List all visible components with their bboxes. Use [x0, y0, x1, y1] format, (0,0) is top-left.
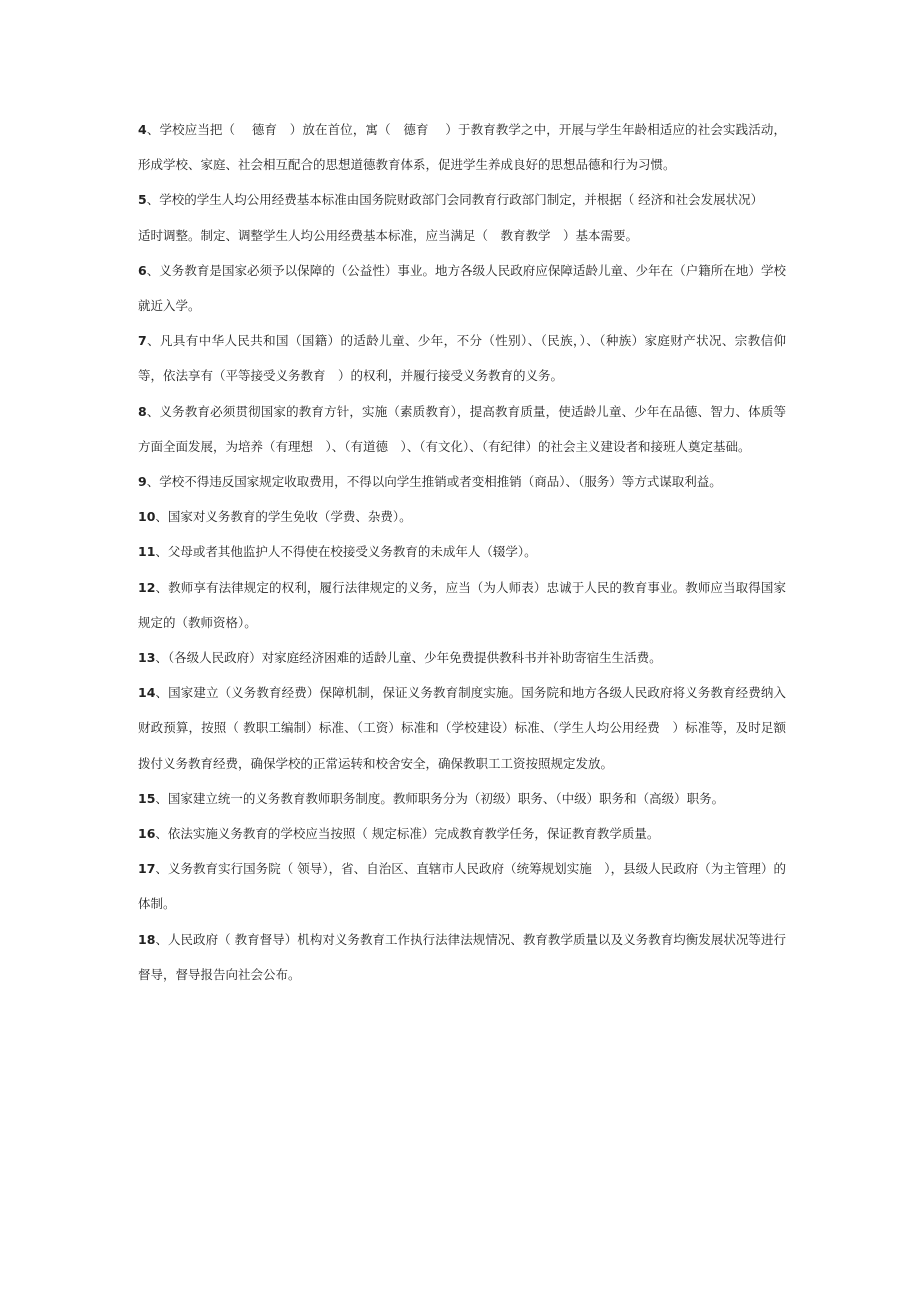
- item-text: 、义务教育实行国务院（ 领导），省、自治区、直辖市人民政府（统筹规划实施 ），县级人民政府（为主管理）的体制。: [138, 861, 786, 912]
- item-text: 适时调整。制定、调整学生人均公用经费基本标准，应当满足（ 教育教学 ）基本需要。: [138, 227, 639, 243]
- item-text: 、国家对义务教育的学生免收（学费、杂费）。: [155, 509, 412, 525]
- item-number: 5: [138, 192, 147, 208]
- item-number: 10: [138, 509, 156, 525]
- paragraph-14: [138, 675, 786, 781]
- item-text: 、（各级人民政府）对家庭经济困难的适龄儿童、少年免费提供教科书并补助寄宿生生活费。: [155, 650, 662, 666]
- paragraph-8: [138, 394, 786, 464]
- item-number: 4: [138, 122, 147, 137]
- item-number: 8: [138, 403, 147, 419]
- paragraph-10: [138, 499, 786, 534]
- item-text: 、人民政府（ 教育督导）机构对义务教育工作执行法律法规情况、教育教学质量以及义务教育均衡发展状况等进行督导，督导报告向社会公布。: [138, 931, 786, 982]
- item-number: 12: [138, 579, 156, 595]
- item-text: 、父母或者其他监护人不得使在校接受义务教育的未成年人（辍学）。: [155, 544, 537, 560]
- item-text: 、教师享有法律规定的权利，履行法律规定的义务，应当（为人师表）忠诚于人民的教育事业。教师应当取得国家规定的（教师资格）。: [138, 579, 786, 630]
- item-number: 14: [138, 685, 156, 701]
- paragraph-9: [138, 464, 786, 499]
- item-number: 17: [138, 861, 156, 877]
- paragraph-15: [138, 781, 786, 816]
- paragraph-5-continued: [138, 218, 786, 253]
- item-number: 6: [138, 262, 147, 278]
- paragraph-11: [138, 534, 786, 569]
- paragraph-7: [138, 323, 786, 393]
- item-text: 、依法实施义务教育的学校应当按照（ 规定标准）完成教育教学任务，保证教育教学质量。: [155, 826, 660, 842]
- item-text: 、国家建立（义务教育经费）保障机制，保证义务教育制度实施。国务院和地方各级人民政府将义务教育经费纳入财政预算，按照（ 教职工编制）标准、（工资）标准和（学校建设）标准、（学生人均公用经费 ）标准等，及时足额拨付义务教育经费，确保学校的正常运转和校舍安全，确保教职工工资按照规定发放。: [138, 685, 786, 771]
- item-text: 、义务教育是国家必须予以保障的（公益性）事业。地方各级人民政府应保障适龄儿童、少年在（户籍所在地）学校就近入学。: [138, 262, 786, 314]
- item-number: 9: [138, 474, 147, 490]
- paragraph-4: [138, 112, 786, 182]
- paragraph-5: [138, 182, 786, 217]
- item-text: 、义务教育必须贯彻国家的教育方针，实施（素质教育），提高教育质量，使适龄儿童、少年在品德、智力、体质等方面全面发展，为培养（有理想 ）、（有道德 ）、（有文化）、（有纪律）的社会主义建设者和接班人奠定基础。: [138, 403, 786, 454]
- item-text: 、学校不得违反国家规定收取费用，不得以向学生推销或者变相推销（商品）、（服务）等方式谋取利益。: [146, 474, 722, 490]
- item-text: 、学校的学生人均公用经费基本标准由国务院财政部门会同教育行政部门制定，并根据（ 经济和社会发展状况）: [146, 192, 764, 208]
- item-text: 、国家建立统一的义务教育教师职务制度。教师职务分为（初级）职务、（中级）职务和（高级）职务。: [155, 790, 725, 806]
- paragraph-13: [138, 640, 786, 675]
- item-number: 16: [138, 826, 156, 842]
- paragraph-17: [138, 851, 786, 921]
- paragraph-16: [138, 816, 786, 851]
- paragraph-12: [138, 570, 786, 640]
- item-number: 15: [138, 790, 156, 806]
- item-text: 、学校应当把（ 德育 ）放在首位，寓（ 德育 ）于教育教学之中，开展与学生年龄相适应的社会实践活动，形成学校、家庭、社会相互配合的思想道德教育体系，促进学生养成良好的思想品德和行为习惯。: [138, 122, 786, 173]
- document-body: [138, 112, 786, 992]
- item-number: 13: [138, 650, 156, 666]
- paragraph-18: [138, 922, 786, 992]
- item-number: 11: [138, 544, 156, 560]
- item-number: 18: [138, 931, 156, 947]
- item-number: 7: [138, 333, 147, 349]
- item-text: 、凡具有中华人民共和国（国籍）的适龄儿童、少年，不分（性别）、（民族，）、（种族）家庭财产状况、宗教信仰等，依法享有（平等接受义务教育 ）的权利，并履行接受义务教育的义务。: [138, 333, 786, 384]
- paragraph-6: [138, 253, 786, 323]
